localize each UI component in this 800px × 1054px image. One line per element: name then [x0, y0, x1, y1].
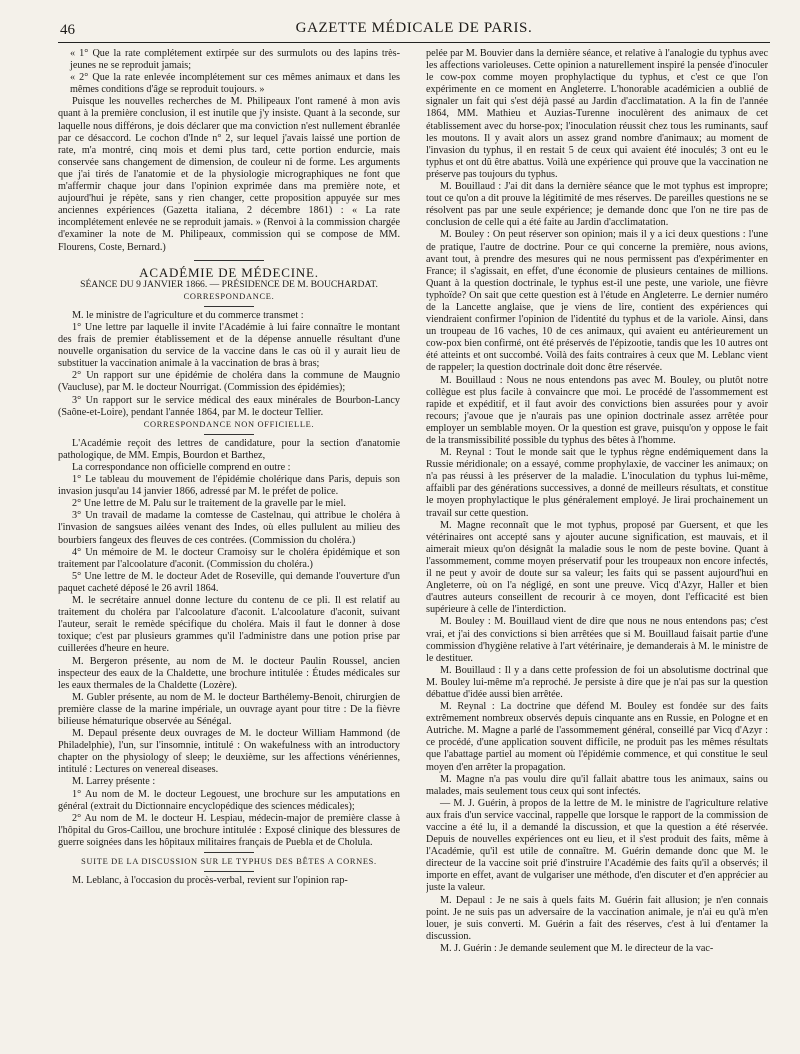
- session-heading: SÉANCE DU 9 JANVIER 1866. — PRÉSIDENCE DE M. BOUCHARDAT.: [80, 278, 378, 290]
- divider: [204, 852, 254, 853]
- paragraph: M. Depaul présente deux ouvrages de M. le docteur William Hammond (de Philadelphie), l'un, sur l'insomnie, intitulé : On wakefulness with an introductory chapter on the physiology of sleep; le deuxième, sur les affections vénériennes, intitulé : Lectures on venereal diseases.: [58, 728, 400, 776]
- divider: [204, 871, 254, 872]
- paragraph: 2° Un rapport sur une épidémie de choléra dans la commune de Maugnio (Vaucluse), par M. le docteur Nourrigat. (Commission des épidémies);: [58, 370, 400, 394]
- left-column: [58, 48, 400, 1050]
- paragraph: M. Gubler présente, au nom de M. le docteur Barthélemy-Benoit, chirurgien de première classe de la marine impériale, un ouvrage ayant pour titre : De la fièvre bilieuse hématurique observée au Sénégal.: [58, 691, 400, 727]
- subsection-heading: CORRESPONDANCE.: [183, 291, 275, 301]
- paragraph: 2° Une lettre de M. Palu sur le traitement de la gravelle par le miel.: [72, 498, 346, 510]
- paragraph: 5° Une lettre de M. le docteur Adet de Roseville, qui demande l'ouverture d'un paquet cacheté déposé le 26 avril 1864.: [58, 570, 400, 594]
- paragraph: M. le ministre de l'agriculture et du commerce transmet :: [72, 309, 304, 321]
- paragraph: M. Bouillaud : J'ai dit dans la dernière séance que le mot typhus est impropre; tout ce qu'on a dit prouve la légitimité de mes réserves. De pareilles questions ne se résolvent pas par une seule expérience; je demande donc que l'on ne tire pas de conclusion de celle qui a été faite au Jardin d'acclimatation.: [426, 181, 768, 229]
- paragraph: pelée par M. Bouvier dans la dernière séance, et relative à l'analogie du typhus avec les affections varioleuses. Cette opinion a naturellement inspiré la pensée d'inoculer le cow-pox comme moyen prophylactique du typhus, et c'est ce que l'on expérimente en ce moment en Angleterre. L'honorable académicien a oublié de signaler un fait qui s'est déjà passé au Jardin d'acclimatation. A la fin de l'année 1864, MM. Mathieu et Auzias-Turenne inoculèrent des animaux de cet établissement avec du horse-pox; l'inoculation réussit chez tous les ruminants, sauf les moutons. Il y avait alors un assez grand nombre d'animaux; au moment de l'invasion du typhus, il en restait 5 de ceux qui avaient été inoculés; 3 ont eu le typhus et ont dû être abattus. Voilà une expérience qui prouve que la vaccination ne préserve pas toujours du typhus.: [426, 48, 768, 180]
- paragraph: 1° Le tableau du mouvement de l'épidémie cholérique dans Paris, depuis son invasion jusqu'au 14 janvier 1866, adressé par M. le préfet de police.: [58, 474, 400, 498]
- paragraph: M. Bouillaud : Il y a dans cette profession de foi un absolutisme doctrinal que M. Bouley lui-même m'a reproché. Je persiste à dire que je n'ai pas sur la question débattue d'idée aussi bien arrêtée.: [426, 664, 768, 700]
- paragraph: La correspondance non officielle comprend en outre :: [72, 462, 291, 473]
- paragraph: 3° Un rapport sur le service médical des eaux minérales de Bourbon-Lancy (Saône-et-Loire), pendant l'année 1864, par M. le docteur Tellier.: [58, 394, 400, 418]
- divider: [204, 434, 254, 435]
- paragraph: M. J. Guérin : Je demande seulement que M. le directeur de la vac-: [440, 942, 714, 954]
- paragraph: Puisque les nouvelles recherches de M. Philipeaux l'ont ramené à mon avis quant à la première conclusion, il est inutile que j'y insiste. Quant à la seconde, sur laquelle nous différons, je dois déclarer que ma conviction n'est nullement ébranlée par ce désaccord. Le cochon d'Inde n° 2, sur lequel j'avais laissé une portion de rate, m'a montré, cinq mois et demi plus tard, cette portion endurcie, mais conservée sans changement de dimension, de couleur ni de forme. Les arguments que j'ai tirés de l'anatomie et de la physiologie micrographiques ne font que m'affermir chaque jour dans l'opinion exprimée dans ma première note, et aujourd'hui je répète, sans y rien changer, cette proposition appuyée sur mes anciennes expériences (Gazetta italiana, 2 décembre 1861) : « La rate incomplétement enlevée ne se reproduit jamais. » (Renvoi à la commission chargée d'examiner la note de M. Philipeaux, commission qui se compose de MM. Flourens, Coste, Bernard.): [58, 96, 400, 253]
- divider: [194, 260, 264, 261]
- paragraph: — M. J. Guérin, à propos de la lettre de M. le ministre de l'agriculture relative aux frais d'un service vaccinal, rappelle que lorsque le rapport de la commission de vaccine a été lu, il a demandé la discussion, et que la question a été réservée. Depuis de nouvelles expériences ont eu lieu, et il s'est produit des faits, même à l'Académie, qu'il est utile de connaître. M. Guérin demande donc que M. le directeur de la vaccine soit prié d'instruire l'Académie des faits qu'il a observés; il importe en effet, avant de vulgariser une méthode, d'en discuter et d'en apprécier au juste la valeur.: [426, 797, 768, 894]
- paragraph: M. Magne reconnaît que le mot typhus, proposé par Guersent, et que les vétérinaires ont accepté sans y ajouter aucune signification, est mauvais, et il aimerait mieux qu'on désignât la maladie sous le nom de peste bovine. Quant à l'assommement, comme moyen préservatif pour les troupeaux non encore infectés, il ne peut y avoir de doute sur sa valeur; les faits qui se passent aujourd'hui en Angleterre, où on l'a négligé, en sont une preuve. Vicq d'Azyr, Haller et bien d'autres auteurs conseillent de recourir à ce moyen, dont l'efficacité est bien supérieure à celle de l'interdiction.: [426, 519, 768, 616]
- right-column: [426, 48, 768, 1050]
- paragraph: M. Magne n'a pas voulu dire qu'il fallait abattre tous les animaux, sains ou malades, mais seulement tous ceux qui sont infectés.: [426, 773, 768, 797]
- journal-title: GAZETTE MÉDICALE DE PARIS.: [295, 20, 533, 36]
- paragraph: L'Académie reçoit des lettres de candidature, pour la section d'anatomie pathologique, de MM. Empis, Bourdon et Barthez,: [58, 437, 400, 461]
- section-title: ACADÉMIE DE MÉDECINE.: [139, 264, 319, 280]
- paragraph: M. Bouley : On peut réserver son opinion; mais il y a ici deux questions : l'une de pratique, l'autre de doctrine. Pour ce qui concerne la première, nous avions, avant tout, à prendre des mesures qui ne nous permissent pas d'expérimenter en France; il s'agissait, en effet, d'une économie de plusieurs centaines de millions. Quant à la question doctrinale, le typhus est-il une peste, une variole, une fièvre typhoïde? On sait que cette question est à l'étude en Angleterre. Le dernier numéro de la Lancette anglaise, que je viens de lire, contient des expériences qui viendraient confirmer l'opinion de l'identité du typhus et de la variole. Ainsi, dans un troupeau de 16 vaches, 10 de ces animaux, qui avaient eu antérieurement un cow-pox bien confirmé, ont été préservés de l'épizootie, tandis que les 10 autres ont été atteints et ont succombé. Voilà des faits contraires à ceux que M. Leblanc vient de rappeler; la question doctrinale doit donc être réservée.: [426, 229, 768, 374]
- paragraph: M. Leblanc, à l'occasion du procès-verbal, revient sur l'opinion rap-: [72, 875, 348, 887]
- subsection-heading: CORRESPONDANCE NON OFFICIELLE.: [143, 419, 315, 429]
- quote-item: « 1° Que la rate complétement extirpée sur des surmulots ou des lapins très-jeunes ne se reproduit jamais;: [70, 48, 400, 72]
- paragraph: M. Bouley : M. Bouillaud vient de dire que nous ne nous entendons pas; c'est vrai, et j'ai des convictions si bien arrêtées que si M. Bouillaud faisait partie d'une commission d'hygiène relative à l'art vétérinaire, je demanderais à M. le ministre de le destituer.: [426, 616, 768, 664]
- paragraph: M. Reynal : Tout le monde sait que le typhus règne endémiquement dans la Russie méridionale; on a essayé, comme prophylaxie, de vacciner les animaux; on n'a pas réussi à les préserver de la maladie. L'inoculation du typhus lui-même, affaibli par des générations successives, a donné de meilleurs résultats, et constitue le moyen prophylactique le plus généralement employé. Je lirai prochainement un travail sur cette question.: [426, 447, 768, 519]
- paragraph: 1° Une lettre par laquelle il invite l'Académie à lui faire connaître le montant des frais de premier établissement et de la dépense annuelle résultant d'une nouvelle organisation du service de la vaccine dans le cas où il y aurait lieu de substituer la vaccination animale à la vaccination de bras à bras;: [58, 321, 400, 370]
- page-number: 46: [60, 22, 75, 38]
- paragraph: 1° Au nom de M. le docteur Legouest, une brochure sur les amputations en général (extrait du Dictionnaire encyclopédique des sciences médicales);: [58, 788, 400, 812]
- paragraph: 2° Au nom de M. le docteur H. Lespiau, médecin-major de première classe à l'hôpital du Gros-Caillou, une brochure intitulée : Exposé clinique des blessures de guerre soignées dans les hôpitaux militaires français de Puebla et de Cholula.: [58, 812, 400, 848]
- paragraph: M. Reynal : La doctrine que défend M. Bouley est fondée sur des faits extrêmement nombreux observés depuis cinquante ans en Russie, en Pologne et en Autriche. M. Magne a parlé de l'assommement général, conseillé par Vicq d'Azyr : ce procédé, d'une application souvent difficile, ne produit pas les mêmes résultats que l'abattage partiel au moment où l'épidémie commence, et qui constitue le seul moyen d'en arrêter la propagation.: [426, 701, 768, 773]
- page-header: [58, 16, 770, 43]
- paragraph: 4° Un mémoire de M. le docteur Cramoisy sur le choléra épidémique et son traitement par l'alcoolature d'aconit. (Commission du choléra.): [58, 546, 400, 570]
- paragraph: 3° Un travail de madame la comtesse de Castelnau, qui attribue le choléra à l'invasion de sangsues ailées venant des Indes, où elles pullulent au milieu des bourbiers fangeux des fleuves de ces contrées. (Commission du choléra.): [58, 510, 400, 546]
- paragraph: M. Larrey présente :: [72, 776, 156, 788]
- paragraph: M. Bouillaud : Nous ne nous entendons pas avec M. Bouley, ou plutôt notre collègue est plus facile à convaincre que moi. Le procédé de l'assommement est rapide et expéditif, et il faut avoir des convictions bien assurées pour y avoir recours; j'avoue que je n'aurais pas une opinion doctrinale assez arrêtée pour employer un semblable moyen. Or la question est grave, puisqu'on y oppose le fait de la transmissibilité possible du typhus des bêtes à l'homme.: [426, 374, 768, 446]
- divider: [204, 306, 254, 307]
- paragraph: M. Depaul : Je ne sais à quels faits M. Guérin fait allusion; je n'en connais point. Je ne suis pas un adversaire de la vaccination animale, je n'ai eu qu'à m'en louer, je suis converti. M. Guérin a fait des réserves, c'est à lui d'entamer la discussion.: [426, 894, 768, 942]
- subsection-heading: SUITE DE LA DISCUSSION SUR LE TYPHUS DES BÊTES A CORNES.: [81, 857, 377, 866]
- paragraph: M. Bergeron présente, au nom de M. le docteur Paulin Roussel, ancien inspecteur des eaux de la Chaldette, une brochure intitulée : Études médicales sur les eaux thermales de la Chaldette (Lozère).: [58, 655, 400, 691]
- quote-item: « 2° Que la rate enlevée incomplétement sur ces mêmes animaux et dans les mêmes conditions d'âge se reproduit toujours. »: [70, 72, 400, 96]
- paragraph: M. le secrétaire annuel donne lecture du contenu de ce pli. Il est relatif au traitement du choléra par l'alcoolature d'aconit. L'alcoolature d'aconit, suivant l'auteur, serait le remède spécifique du choléra. Mais il faut le donner à dose toxique; c'est par plusieurs grammes qu'il l'administre dans une potion prise par cuillerées d'heure en heure.: [58, 595, 400, 655]
